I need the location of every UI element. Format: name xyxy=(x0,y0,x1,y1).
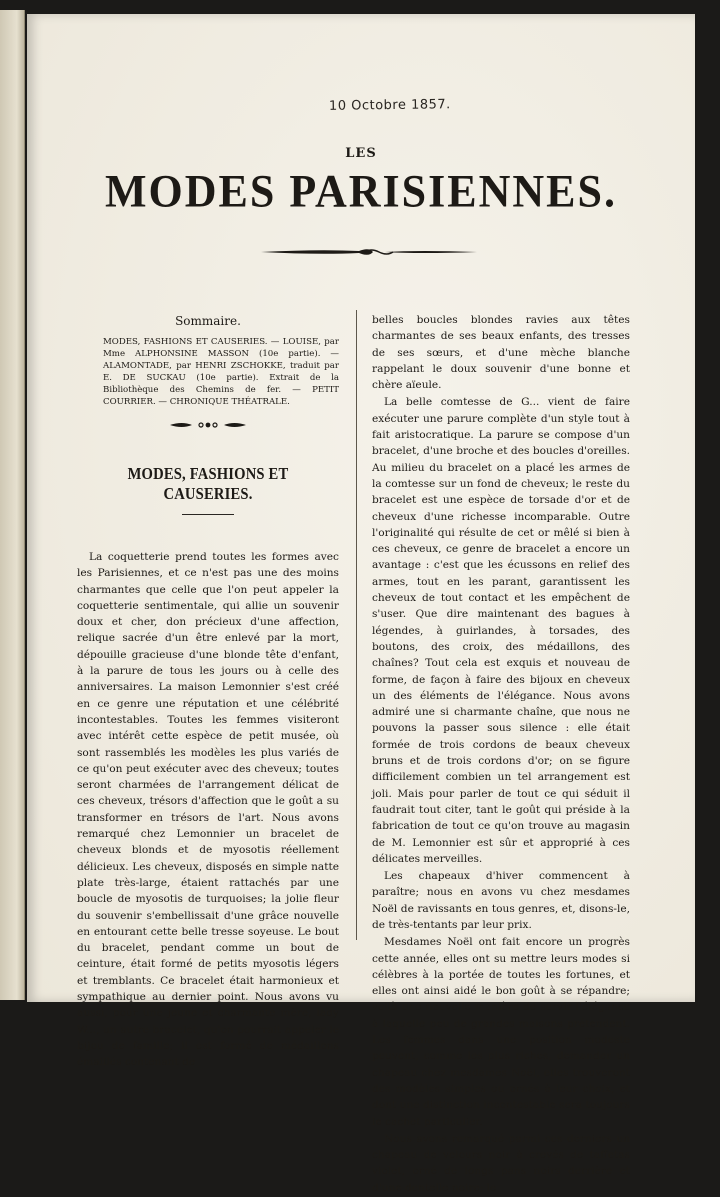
masthead-article: LES xyxy=(345,146,377,161)
section-title-rule xyxy=(182,514,234,515)
issue-date: 10 Octobre 1857. xyxy=(328,97,451,114)
article-paragraph: Mesdames Noël ont fait encore un progrès cette année, elles ont su mettre leurs modes si célèbres à la portée de toutes les fortunes, et elles ont ainsi aidé le bon goût à se répandre; voilà une nouvelle manière de servir l'élégance à laquelle peu de grandes maisons prétendent. Les femmes dans une position modeste peuvent, comme les plus riches, demander un chapeau chez mesdames Noël, elles trouveront des modèles simples ou ornés à leur choix, et dont une distinction incontestable sera toujours le cachet particulier. xyxy=(372,936,630,1128)
article-paragraph: Les chapeaux d'hiver commencent à paraître; nous en avons vu chez mesdames Noël de ravissants en tous genres, et, disons-le, de très-tentants par leur prix. xyxy=(372,870,630,931)
previous-page-edge xyxy=(0,10,25,1000)
summary-text: MODES, FASHIONS ET CAUSERIES. — LOUISE, par Mme ALPHONSINE MASSON (10e partie). — ALAMONTADE, par HENRI ZSCHOKKE, traduit par E. DE SUCKAU (10e partie). Extrait de la Bibliothèque des Chemins de fer. — PETIT COURRIER. — CHRONIQUE THÉATRALE. xyxy=(103,337,339,407)
page xyxy=(27,14,695,1194)
masthead-title: MODES PARISIENNES. xyxy=(105,165,617,218)
article-paragraph: belles boucles blondes ravies aux têtes charmantes de ses beaux enfants, des tresses de ses sœurs, et d'une mèche blanche rappelant le doux souvenir d'une bonne et chère aïeule. xyxy=(372,314,630,392)
summary-ornament xyxy=(168,420,248,430)
article-paragraph: Nous avons remarqué parmi ces derniers un chapeau de velours noir à crevés de taffetas violet, orné de longs pans noirs derrière et d'une dentelle noire; le xyxy=(372,1132,630,1194)
article-paragraph: La coquetterie prend toutes les formes avec les Parisiennes, et ce n'est pas une des moins charmantes que celle que l'on peut appeler la coquetterie sentimentale, qui allie un souvenir doux et cher, don précieux d'une affection, relique sacrée d'un être enlevé par la mort, dépouille gracieuse d'une blonde tête d'enfant, à la parure de tous les jours ou à celle des anniversaires. La maison Lemonnier s'est créé en ce genre une réputation et une célébrité incontestables. Toutes les femmes visiteront avec intérêt cette espèce de petit musée, où sont rassemblés les modèles les plus variés de ce qu'on peut exécuter avec des cheveux; toutes seront charmées de l'arrangement délicat de ces cheveux, trésors d'affection que le goût a su transformer en trésors de l'art. Nous avons remarqué chez Lemonnier un bracelet de cheveux blonds et de myosotis réellement délicieux. Les cheveux, disposés en simple natte plate très-large, étaient rattachés par une boucle de myosotis de turquoises; la jolie fleur du souvenir s'embellissait d'une grâce nouvelle en entourant cette belle tresse soyeuse. Le bout du bracelet, pendant comme un bout de ceinture, était formé de petits myosotis légers et tremblants. Ce bracelet était harmonieux et sympathique au dernier point. Nous avons vu aussi, pour une jeune et charmante mère, lady W..., un autre bracelet, qu'on pourrait appeler le bijou de famille; il est formé de médaillons émaillés contenant de xyxy=(77,551,339,1069)
column-divider xyxy=(356,310,357,940)
right-column xyxy=(372,312,630,1197)
article-paragraph: La belle comtesse de G... vient de faire exécuter une parure complète d'un style tout à fait aristocratique. La parure se compose d'un bracelet, d'une broche et des boucles d'oreilles. Au milieu du bracelet on a placé les armes de la comtesse sur un fond de cheveux; le reste du bracelet est une espèce de torsade d'or et de cheveux d'une richesse incomparable. Outre l'originalité qui résulte de cet or mêlé si bien à ces cheveux, ce genre de bracelet a encore un avantage : c'est que les écussons en relief des armes, tout en les parant, garantissent les cheveux de tout contact et les empêchent de s'user. Que dire maintenant des bagues à légendes, à guirlandes, à torsades, des boutons, des croix, des médaillons, des chaînes? Tout cela est exquis et nouveau de forme, de façon à faire des bijoux en cheveux un des éléments de l'élégance. Nous avons admiré une si charmante chaîne, que nous ne pouvons la passer sous silence : elle était formée de trois cordons de beaux cheveux bruns et de trois cordons d'or; on se figure difficilement combien un tel arrangement est joli. Mais pour parler de tout ce qui séduit il faudrait tout citer, tant le goût qui préside à la fabrication de tout ce qu'on trouve au magasin de M. Lemonnier est sûr et approprié à ces délicates merveilles. xyxy=(372,396,630,865)
masthead-ornament xyxy=(259,246,479,258)
left-column xyxy=(77,314,339,1071)
summary-title: Sommaire. xyxy=(175,314,241,328)
section-title: MODES, FASHIONS ET CAUSERIES. xyxy=(127,464,289,503)
